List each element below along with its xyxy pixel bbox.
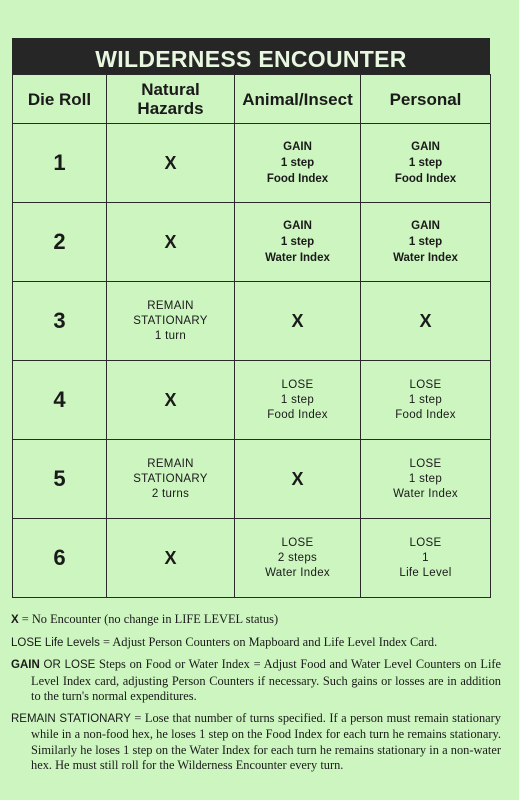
table-title: WILDERNESS ENCOUNTER [12, 38, 490, 74]
cell-line: Water Index [265, 252, 330, 264]
die-roll-cell: 5 [13, 440, 107, 519]
cell-line: GAIN [411, 141, 440, 153]
encounter-grid [12, 74, 491, 598]
header-row [13, 75, 491, 124]
cell-line: LOSE [409, 536, 442, 549]
cell-line: 1 step [280, 393, 315, 406]
cell-line: LOSE [409, 457, 442, 470]
personal-cell [361, 124, 491, 203]
cell-line: GAIN [411, 220, 440, 232]
table-row [13, 440, 491, 519]
natural-hazard-cell [107, 282, 235, 361]
die-roll-cell: 2 [13, 203, 107, 282]
table-row [13, 203, 491, 282]
cell-line: GAIN [283, 220, 312, 232]
die-roll-cell: 3 [13, 282, 107, 361]
animal-insect-cell: X [235, 440, 361, 519]
cell-line: STATIONARY [133, 472, 208, 485]
cell-line: 1 turn [154, 329, 187, 342]
die-roll-cell: 1 [13, 124, 107, 203]
note-remain-stationary: REMAIN STATIONARY = Lose that number of turns specified. If a person must remain stationary while in a non-food hex, he loses 1 step on the Food Index for each turn he remains stationary. Similarly he loses 1 step on the Water Index for each turn he remains stationary in a non-water hex. He must still roll for the Wilderness Encounter every turn. [11, 710, 501, 772]
cell-line: 2 turns [151, 487, 190, 500]
header-natural-hazards: Natural Hazards [107, 75, 235, 124]
encounter-table [12, 38, 490, 598]
personal-cell [361, 203, 491, 282]
personal-cell [361, 440, 491, 519]
cell-line: Water Index [265, 566, 330, 579]
cell-line: GAIN [283, 141, 312, 153]
animal-insect-cell: X [235, 282, 361, 361]
note-no-encounter: X = No Encounter (no change in LIFE LEVEL status) [11, 612, 279, 626]
cell-line: 1 step [280, 157, 315, 169]
cell-line: LOSE [281, 536, 314, 549]
cell-line: Water Index [393, 487, 458, 500]
header-personal: Personal [361, 75, 491, 124]
cell-line: Food Index [267, 408, 328, 421]
header-animal-insect: Animal/Insect [235, 75, 361, 124]
cell-line: 1 step [408, 157, 443, 169]
table-row [13, 282, 491, 361]
cell-line: REMAIN [147, 457, 194, 470]
natural-hazard-cell [107, 440, 235, 519]
header-die-roll: Die Roll [13, 75, 107, 124]
cell-line: Food Index [394, 173, 457, 185]
cell-line: REMAIN [147, 299, 194, 312]
cell-line: LOSE [281, 378, 314, 391]
cell-line: Water Index [393, 252, 458, 264]
natural-hazard-cell: X [107, 203, 235, 282]
cell-line: Food Index [395, 408, 456, 421]
personal-cell [361, 361, 491, 440]
table-row [13, 519, 491, 598]
natural-hazard-cell: X [107, 519, 235, 598]
animal-insect-cell [235, 519, 361, 598]
table-row [13, 124, 491, 203]
cell-line: STATIONARY [133, 314, 208, 327]
table-row [13, 361, 491, 440]
die-roll-cell: 4 [13, 361, 107, 440]
legend-notes [11, 612, 501, 780]
cell-line: 1 step [408, 236, 443, 248]
cell-line: 1 step [408, 472, 443, 485]
note-lose-life: LOSE Life Levels = Adjust Person Counters on Mapboard and Life Level Index Card. [11, 634, 438, 649]
note-gain-lose-steps: GAIN OR LOSE Steps on Food or Water Index = Adjust Food and Water Level Counters on Life Level Index card, adjusting Person Counters if necessary. Such gains or losses are in addition to the turn's normal expenditures. [11, 657, 502, 703]
cell-line: 2 steps [277, 551, 318, 564]
animal-insect-cell [235, 124, 361, 203]
cell-line: 1 step [408, 393, 443, 406]
personal-cell [361, 519, 491, 598]
cell-line: 1 step [280, 236, 315, 248]
die-roll-cell: 6 [13, 519, 107, 598]
cell-line: Food Index [266, 173, 329, 185]
cell-line: LOSE [409, 378, 442, 391]
cell-line: 1 [422, 551, 429, 564]
natural-hazard-cell: X [107, 361, 235, 440]
animal-insect-cell [235, 361, 361, 440]
cell-line: Life Level [399, 566, 452, 579]
natural-hazard-cell: X [107, 124, 235, 203]
animal-insect-cell [235, 203, 361, 282]
personal-cell: X [361, 282, 491, 361]
